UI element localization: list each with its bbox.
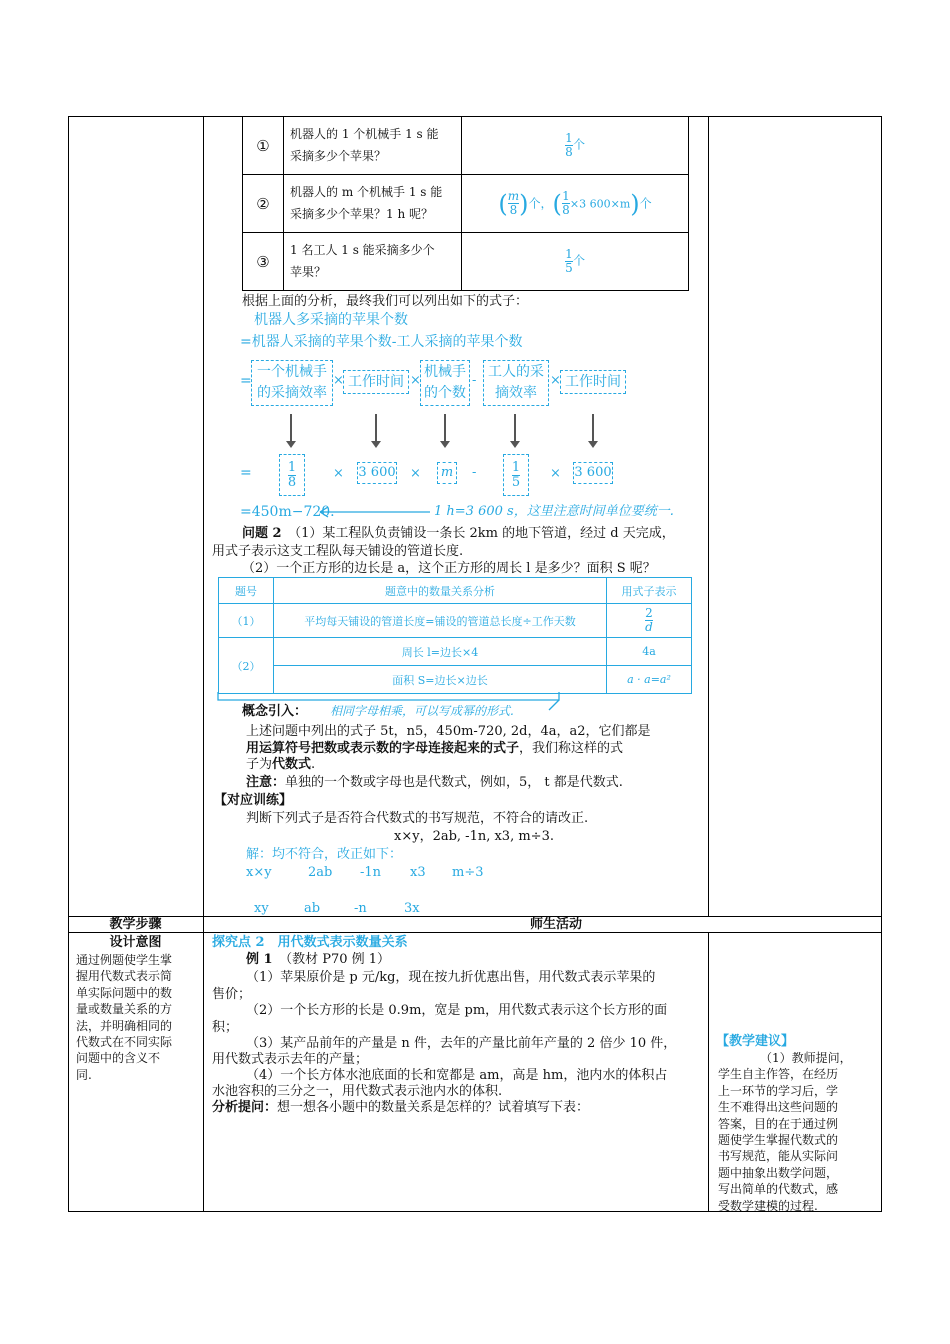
frame-left <box>68 116 69 1212</box>
value-box-1-5: $\frac{1}{5}$ <box>503 454 529 496</box>
frame-right <box>881 116 882 1212</box>
concept-note: 相同字母相乘，可以写成幂的形式. <box>330 704 514 718</box>
times-sign: × <box>410 373 421 388</box>
q2b: 积； <box>212 1020 239 1035</box>
times-sign: × <box>550 373 561 388</box>
question-line: 1 名工人 1 s 能采摘多少个 <box>290 242 435 257</box>
down-arrow <box>514 414 516 442</box>
times-sign: × <box>550 466 561 481</box>
q3a: （3）某产品前年的产量是 n 件，去年的产量比前年产量的 2 倍少 10 件， <box>246 1036 677 1051</box>
steps-header: 教学步骤 <box>109 917 162 932</box>
fraction: $\frac{1}{8}$ <box>565 131 573 159</box>
header-cell: 用式子表示 <box>607 578 692 604</box>
value-box-1-8: $\frac{1}{8}$ <box>279 454 305 496</box>
relation-text: 周长 l=边长×4 <box>274 638 607 666</box>
eq-sign: = <box>240 373 252 389</box>
row-num: ① <box>243 117 284 175</box>
expression: 4a <box>607 638 692 666</box>
question-line: 机器人的 m 个机械手 1 s 能 <box>290 184 443 199</box>
times-sign: × <box>333 373 344 388</box>
down-arrow <box>375 414 377 442</box>
q1b: 售价； <box>212 987 252 1002</box>
question-line: 采摘多少个苹果？ <box>290 148 387 163</box>
q1a: （1）苹果原价是 p 元/kg，现在按九折优惠出售，用代数式表示苹果的 <box>246 970 656 985</box>
row-answer <box>462 117 689 175</box>
design-text: 通过例题使学生掌 握用代数式表示简 单实际问题中的数 量或数量关系的方 法，并明确相同的 代数式在不同实际 问题中的含义不 同. <box>76 953 173 1082</box>
q4b: 水池容积的三分之一，用代数式表示池内水的体积. <box>212 1084 503 1099</box>
row-num: ② <box>243 175 284 233</box>
right-expr: 3x <box>404 901 420 916</box>
row-question <box>284 233 462 291</box>
row-num: （2） <box>219 638 274 694</box>
wrong-expr: x×y <box>246 865 272 880</box>
wrong-expr: m÷3 <box>452 865 484 880</box>
value-box-3600: 3 600 <box>357 462 397 484</box>
question-line: 采摘多少个苹果？1 h 呢？ <box>290 206 433 221</box>
down-arrow <box>290 414 292 442</box>
problem2-line1: 问题 2 （1）某工程队负责铺设一条长 2km 的地下管道，经过 d 天完成， <box>242 526 675 541</box>
col-divider-2b <box>708 932 709 1212</box>
value-box-m: m <box>437 462 457 484</box>
row-answer: ( $\frac{m}{8}$ )个，( $\frac{1}{8}$ ×3 600×m)个 <box>462 175 689 233</box>
value-box-3600: 3 600 <box>573 462 613 484</box>
header-cell: 题号 <box>219 578 274 604</box>
minus-sign: - <box>472 373 477 388</box>
header-cell: 题意中的数量关系分析 <box>274 578 607 604</box>
row-question <box>284 175 462 233</box>
eq-sign: = <box>240 465 252 481</box>
box-work-time-2: 工作时间 <box>560 370 626 394</box>
concept-p3: 子为代数式. <box>246 757 316 772</box>
activity-header: 师生活动 <box>529 917 582 932</box>
down-arrow <box>444 414 446 442</box>
right-expr: xy <box>254 901 269 916</box>
training-question: 判断下列式子是否符合代数式的书写规范，不符合的请改正. <box>246 811 589 826</box>
down-arrow <box>592 414 594 442</box>
question-line: 苹果？ <box>290 264 327 279</box>
col-divider-1 <box>203 116 204 1212</box>
training-solution: 解：均不符合，改正如下： <box>246 847 403 862</box>
times-sign: × <box>333 466 344 481</box>
training-label: 【对应训练】 <box>214 793 293 808</box>
example-line: 例 1 （教材 P70 例 1） <box>246 952 391 967</box>
unit: 个 <box>572 138 585 152</box>
expression: a · a=a² <box>607 666 692 694</box>
wrong-expr: 2ab <box>308 865 333 880</box>
concept-p2: 用运算符号把数或表示数的字母连接起来的式子，我们称这样的式 <box>246 741 624 756</box>
analysis-intro: 根据上面的分析，最终我们可以列出如下的式子： <box>242 294 529 309</box>
expression: $\frac{2}{d}$ <box>607 604 692 638</box>
right-expr: -n <box>354 901 367 916</box>
concept-label: 概念引入： <box>242 704 308 719</box>
q4a: （4）一个长方体水池底面的长和宽都是 am，高是 hm，池内水的体积占 <box>246 1068 668 1083</box>
top-table <box>242 116 689 291</box>
box-worker-efficiency: 工人的采摘效率 <box>483 360 549 406</box>
wrong-expr: x3 <box>410 865 426 880</box>
q2a: （2）一个长方形的长是 0.9m，宽是 pm，用代数式表示这个长方形的面 <box>246 1003 668 1018</box>
suggestion-title: 【教学建议】 <box>716 1034 795 1049</box>
formula-line1: 机器人多采摘的苹果个数 <box>254 312 408 328</box>
relation-text: 面积 S=边长×边长 <box>274 666 607 694</box>
suggestion-text: （1）教师提问， 学生自主作答，在经历 上一环节的学习后，学 生不难得出这些问题的 答案，目的在于通过例 题使学生掌握代数式的 书写规范，能从实际问 题中抽象出数学问题， 写出简单的代数式，感 受数学建模的过程. <box>718 1051 852 1213</box>
concept-p1: 上述问题中列出的式子 5t，n5，450m-720, 2d，4a，a2，它们都是 <box>246 724 651 739</box>
training-exprs: x×y，2ab, -1n, x3, m÷3. <box>394 829 554 844</box>
row-question <box>284 117 462 175</box>
col-divider-2 <box>708 116 709 916</box>
box-mech-count: 机械手的个数 <box>420 360 470 406</box>
minus-sign: - <box>472 465 477 480</box>
problem2-line3: （2）一个正方形的边长是 a，这个正方形的周长 l 是多少？面积 S 呢？ <box>242 561 656 576</box>
row-num: （1） <box>219 604 274 638</box>
wrong-expr: -1n <box>360 865 382 880</box>
explore-title: 探究点 2 用代数式表示数量关系 <box>212 935 408 950</box>
times-sign: × <box>410 466 421 481</box>
problem2-line2: 用式子表示这支工程队每天铺设的管道长度. <box>212 544 464 559</box>
box-work-time-1: 工作时间 <box>343 370 409 394</box>
q3b: 用代数式表示去年的产量； <box>212 1052 369 1067</box>
concept-notice: 注意：单独的一个数或字母也是代数式，例如，5， t 都是代数式. <box>246 775 623 790</box>
note-arrow <box>318 504 438 520</box>
design-title: 设计意图 <box>109 935 162 950</box>
right-expr: ab <box>304 901 321 916</box>
formula-line2: =机器人采摘的苹果个数-工人采摘的苹果个数 <box>240 334 523 350</box>
question-line: 机器人的 1 个机械手 1 s 能 <box>290 126 439 141</box>
formula-note: 1 h=3 600 s，这里注意时间单位要统一. <box>434 504 674 519</box>
relation-table <box>218 577 692 694</box>
relation-text: 平均每天铺设的管道长度=铺设的管道总长度÷工作天数 <box>274 604 607 638</box>
formula-result: =450m−720. <box>240 504 335 520</box>
row-answer: $\frac{1}{5}$ 个 <box>462 233 689 291</box>
box-mech-efficiency: 一个机械手的采摘效率 <box>251 360 333 406</box>
row-num: ③ <box>243 233 284 291</box>
analysis-line: 分析提问：想一想各小题中的数量关系是怎样的？试着填写下表： <box>212 1100 590 1115</box>
